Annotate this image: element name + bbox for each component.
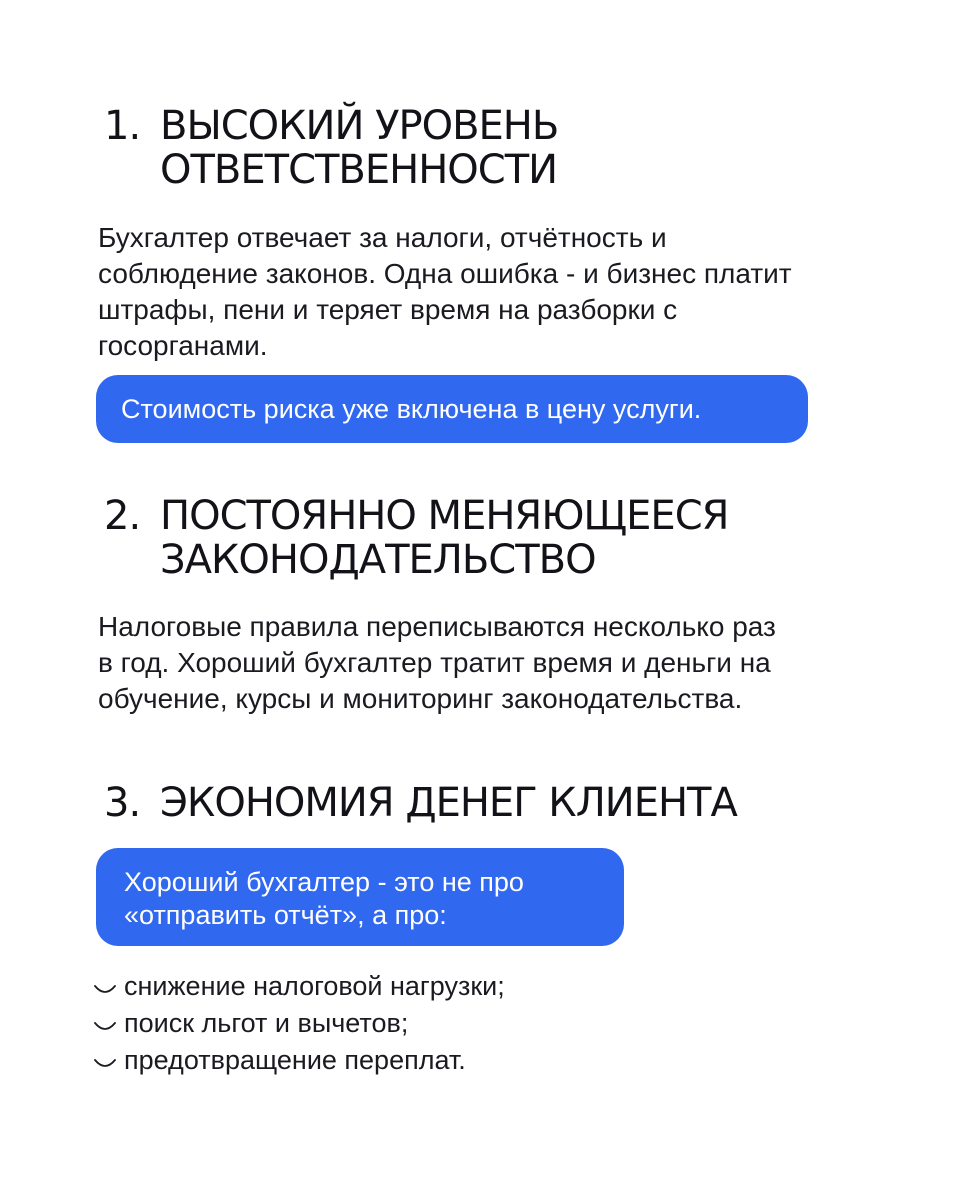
section-2-heading	[104, 494, 728, 582]
paragraph-line: обучение, курсы и мониторинг законодательства.	[98, 683, 743, 714]
section-2-number: 2.	[104, 493, 141, 539]
benefits-list	[94, 968, 505, 1079]
check-icon	[94, 1058, 116, 1070]
paragraph-line: госорганами.	[98, 330, 268, 361]
highlight-line: Хороший бухгалтер - это не про	[124, 867, 524, 897]
highlight-line: Стоимость риска уже включена в цену услуги.	[121, 394, 702, 424]
section-3-heading	[104, 781, 737, 825]
section-2-title-line1: ПОСТОЯННО МЕНЯЮЩЕЕСЯ	[160, 493, 729, 539]
section-1-number: 1.	[104, 103, 141, 149]
section-1-heading	[104, 104, 558, 192]
list-item-text: поиск льгот и вычетов;	[124, 1008, 409, 1038]
section-1-paragraph	[98, 220, 792, 364]
section-3-number: 3.	[104, 780, 141, 826]
paragraph-line: в год. Хороший бухгалтер тратит время и деньги на	[98, 647, 771, 678]
list-item-text: предотвращение переплат.	[124, 1045, 466, 1075]
section-1-title-line1: ВЫСОКИЙ УРОВЕНЬ	[160, 103, 559, 149]
section-2-paragraph	[98, 609, 776, 717]
paragraph-line: Налоговые правила переписываются несколько раз	[98, 611, 776, 642]
paragraph-line: штрафы, пени и теряет время на разборки с	[98, 294, 678, 325]
section-3-title-line1: ЭКОНОМИЯ ДЕНЕГ КЛИЕНТА	[160, 780, 737, 826]
list-item-text: снижение налоговой нагрузки;	[124, 971, 505, 1001]
check-icon	[94, 984, 116, 996]
check-icon	[94, 1021, 116, 1033]
list-item	[94, 1005, 505, 1042]
section-1-highlight	[96, 375, 808, 443]
list-item	[94, 968, 505, 1005]
paragraph-line: соблюдение законов. Одна ошибка - и бизнес платит	[98, 258, 792, 289]
list-item	[94, 1042, 505, 1079]
section-3-highlight	[96, 848, 624, 946]
section-1-title-line2: ОТВЕТСТВЕННОСТИ	[160, 147, 558, 193]
section-2-title-line2: ЗАКОНОДАТЕЛЬСТВО	[160, 537, 596, 583]
paragraph-line: Бухгалтер отвечает за налоги, отчётность и	[98, 222, 667, 253]
highlight-line: «отправить отчёт», а про:	[124, 900, 447, 930]
